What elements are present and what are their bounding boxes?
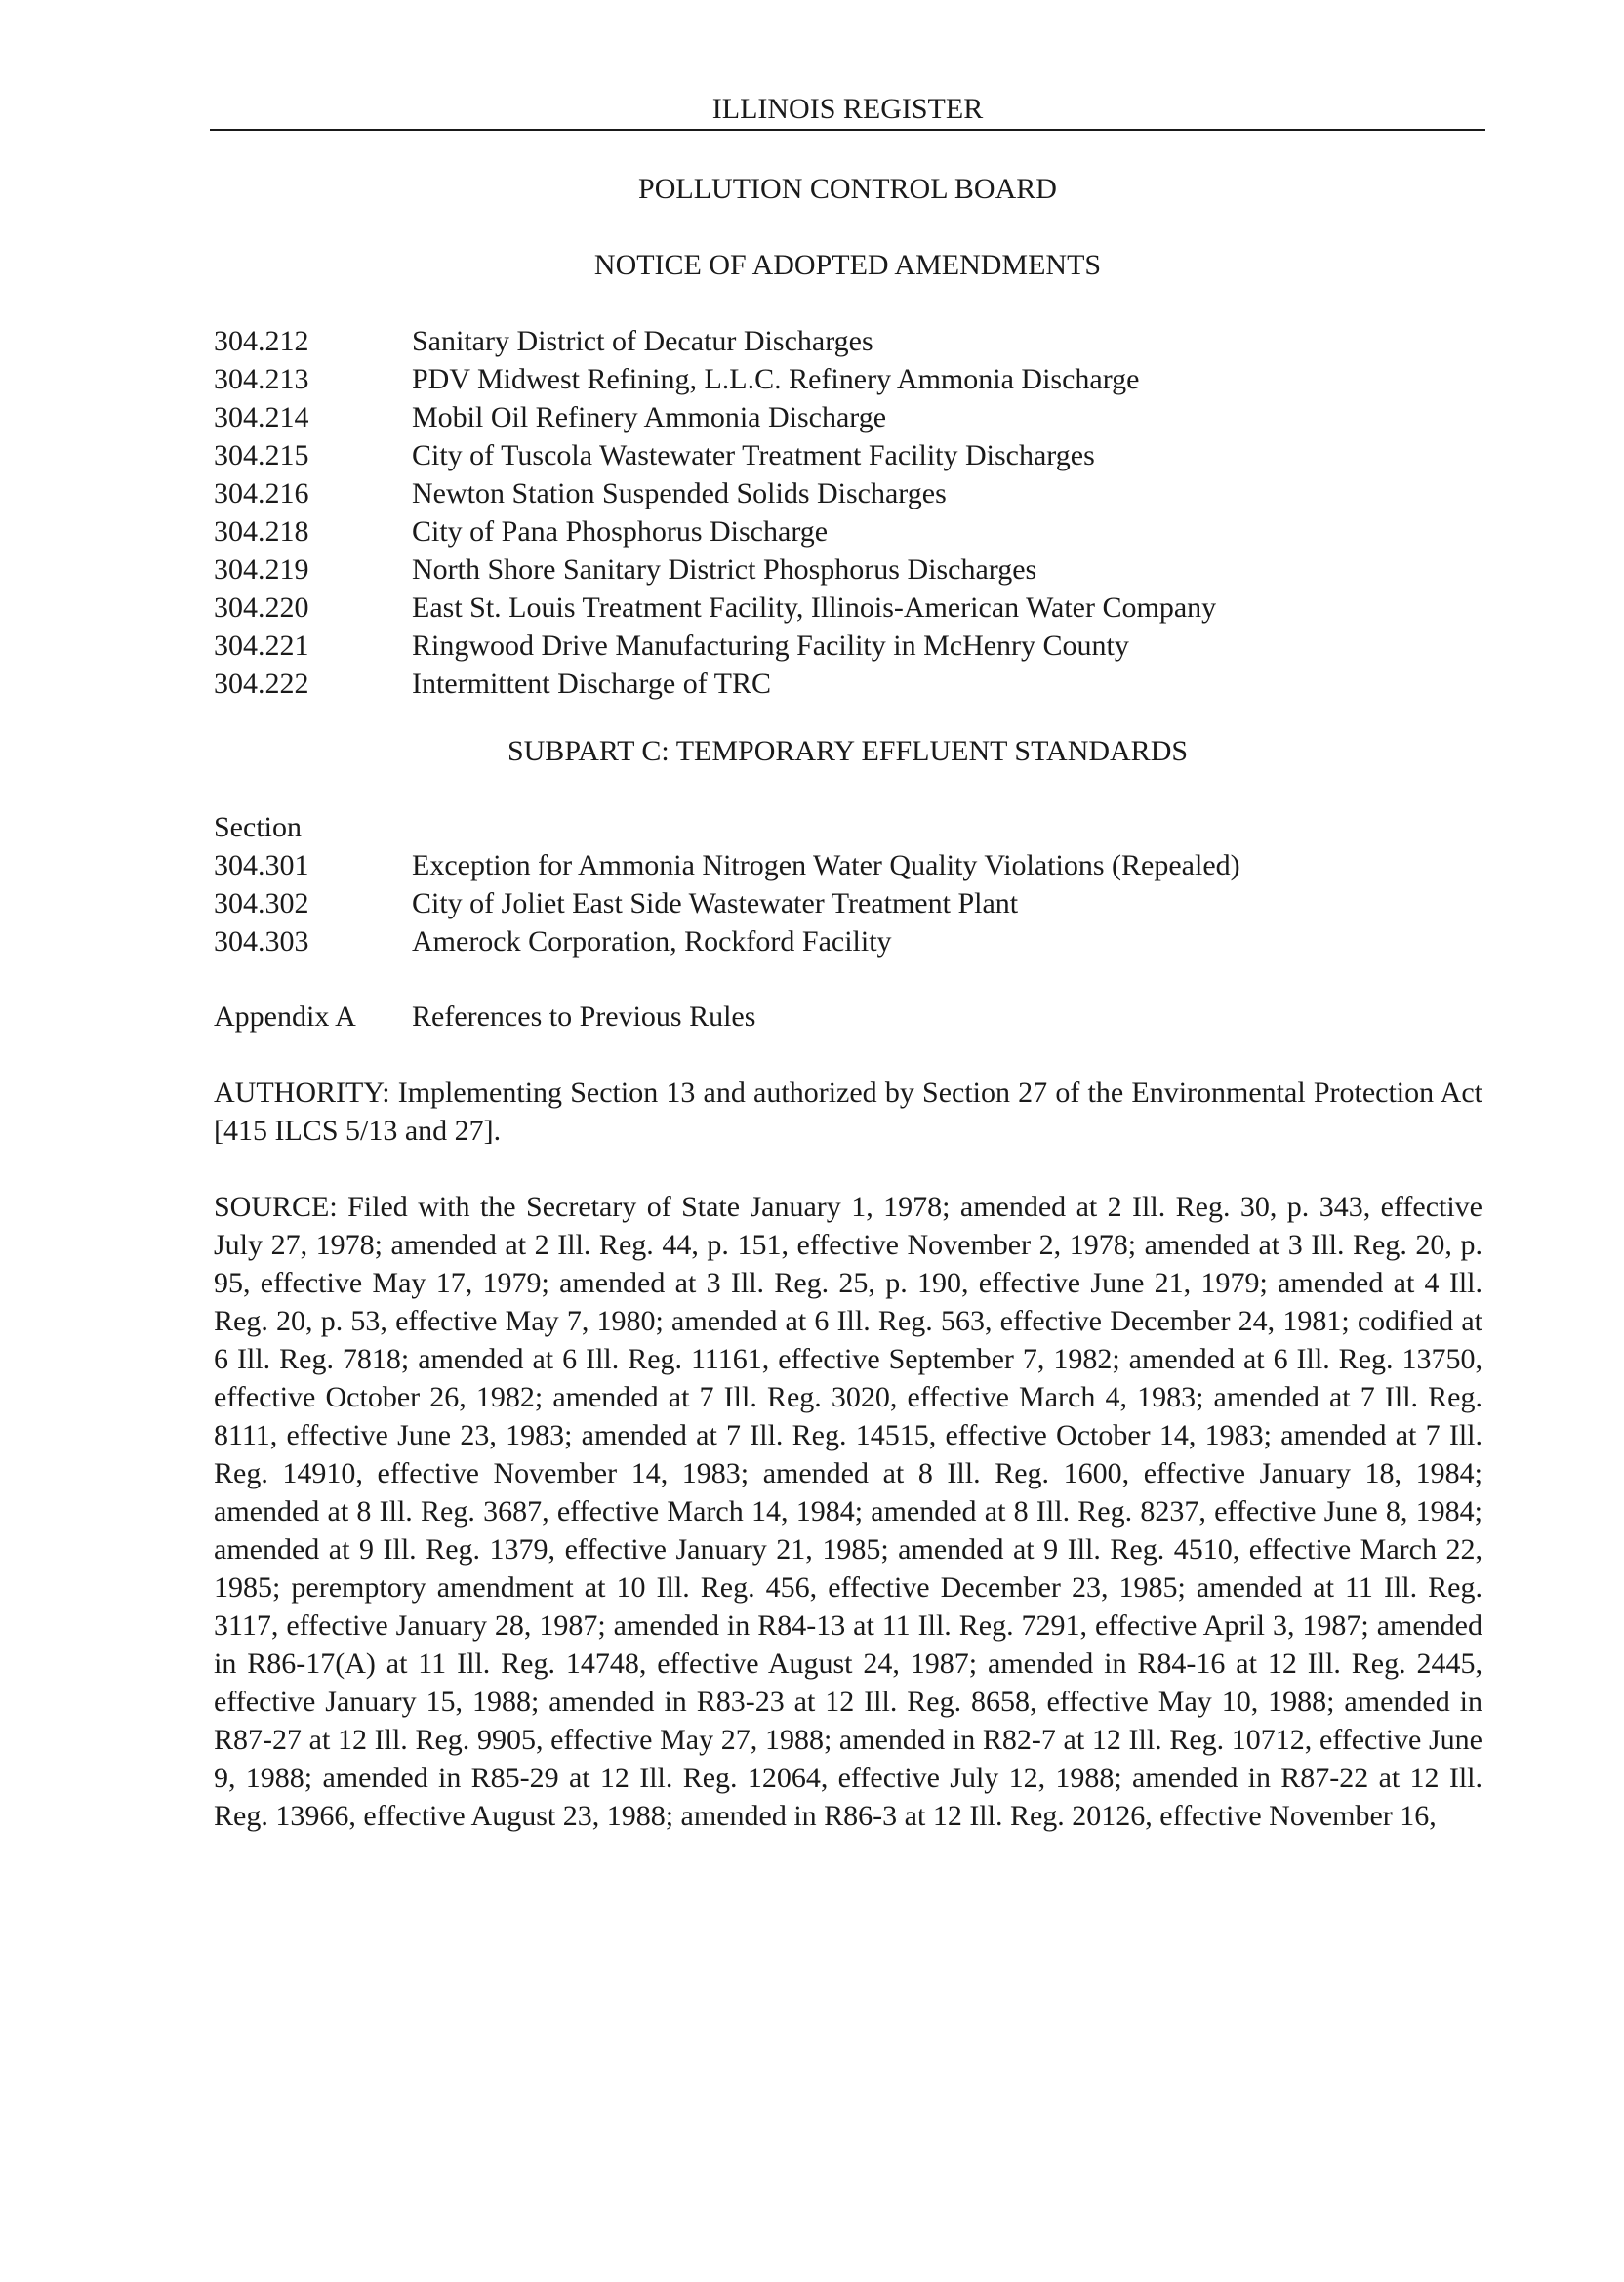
- toc-row: [214, 436, 1482, 474]
- register-title: ILLINOIS REGISTER: [711, 93, 984, 125]
- header-rule: [210, 129, 1485, 131]
- section-number: 304.303: [214, 925, 309, 958]
- section-title: City of Pana Phosphorus Discharge: [412, 515, 829, 548]
- section-title: PDV Midwest Refining, L.L.C. Refinery Ammonia Discharge: [412, 363, 1140, 395]
- section-number: 304.214: [214, 401, 309, 433]
- toc-row: [214, 550, 1482, 589]
- agency-name: POLLUTION CONTROL BOARD: [638, 173, 1057, 205]
- toc-row: [214, 589, 1482, 627]
- authority-paragraph: AUTHORITY: Implementing Section 13 and authorized by Section 27 of the Environmental Protection Act [415 ILCS 5/13 and 27].: [214, 1077, 1482, 1147]
- section-title: Sanitary District of Decatur Discharges: [412, 325, 873, 357]
- subpart-c-section-list: [214, 846, 1482, 960]
- section-number: 304.218: [214, 515, 309, 548]
- section-title: Amerock Corporation, Rockford Facility: [412, 925, 892, 958]
- toc-row: [214, 512, 1482, 550]
- section-title: Exception for Ammonia Nitrogen Water Quality Violations (Repealed): [412, 849, 1240, 881]
- toc-row: [214, 922, 1482, 960]
- section-number: 304.302: [214, 887, 309, 919]
- section-number: 304.216: [214, 477, 309, 509]
- section-title: North Shore Sanitary District Phosphorus Discharges: [412, 553, 1037, 586]
- section-number: 304.213: [214, 363, 309, 395]
- section-number: 304.212: [214, 325, 309, 357]
- toc-row: [214, 884, 1482, 922]
- section-title: Newton Station Suspended Solids Discharges: [412, 477, 947, 509]
- appendix-row: [214, 998, 1482, 1036]
- appendix-number: Appendix A: [214, 1000, 356, 1033]
- appendix-title: References to Previous Rules: [412, 1000, 756, 1033]
- section-number: 304.219: [214, 553, 309, 586]
- toc-row: [214, 665, 1482, 703]
- section-title: Mobil Oil Refinery Ammonia Discharge: [412, 401, 887, 433]
- section-title: East St. Louis Treatment Facility, Illinois-American Water Company: [412, 591, 1217, 624]
- section-number: 304.301: [214, 849, 309, 881]
- section-label: Section: [214, 811, 302, 843]
- toc-row: [214, 360, 1482, 398]
- toc-row: [214, 846, 1482, 884]
- source-paragraph: SOURCE: Filed with the Secretary of State January 1, 1978; amended at 2 Ill. Reg. 30, p. 343, effective July 27, 1978; amended at 2 Ill. Reg. 44, p. 151, effective November 2, 1978; amended at 3 Ill. Reg. 20, p. 95, effective May 17, 1979; amended at 3 Ill. Reg. 25, p. 190, effective June 21, 1979; amended at 4 Ill. Reg. 20, p. 53, effective May 7, 1980; amended at 6 Ill. Reg. 563, effective December 24, 1981; codified at 6 Ill. Reg. 7818; amended at 6 Ill. Reg. 11161, effective September 7, 1982; amended at 6 Ill. Reg. 13750, effective October 26, 1982; amended at 7 Ill. Reg. 3020, effective March 4, 1983; amended at 7 Ill. Reg. 8111, effective June 23, 1983; amended at 7 Ill. Reg. 14515, effective October 14, 1983; amended at 7 Ill. Reg. 14910, effective November 14, 1983; amended at 8 Ill. Reg. 1600, effective January 18, 1984; amended at 8 Ill. Reg. 3687, effective March 14, 1984; amended at 8 Ill. Reg. 8237, effective June 8, 1984; amended at 9 Ill. Reg. 1379, effective January 21, 1985; amended at 9 Ill. Reg. 4510, effective March 22, 1985; peremptory amendment at 10 Ill. Reg. 456, effective December 23, 1985; amended at 11 Ill. Reg. 3117, effective January 28, 1987; amended in R84-13 at 11 Ill. Reg. 7291, effective April 3, 1987; amended in R86-17(A) at 11 Ill. Reg. 14748, effective August 24, 1987; amended in R84-16 at 12 Ill. Reg. 2445, effective January 15, 1988; amended in R83-23 at 12 Ill. Reg. 8658, effective May 10, 1988; amended in R87-27 at 12 Ill. Reg. 9905, effective May 27, 1988; amended in R82-7 at 12 Ill. Reg. 10712, effective June 9, 1988; amended in R85-29 at 12 Ill. Reg. 12064, effective July 12, 1988; amended in R87-22 at 12 Ill. Reg. 13966, effective August 23, 1988; amended in R86-3 at 12 Ill. Reg. 20126, effective November 16,: [214, 1191, 1482, 1832]
- appendix-list: [214, 998, 1482, 1036]
- section-number: 304.221: [214, 630, 309, 662]
- section-title: Intermittent Discharge of TRC: [412, 668, 771, 700]
- toc-row: [214, 322, 1482, 360]
- section-title: City of Tuscola Wastewater Treatment Facility Discharges: [412, 439, 1095, 471]
- section-title: Ringwood Drive Manufacturing Facility in McHenry County: [412, 630, 1129, 662]
- subpart-c-heading: SUBPART C: TEMPORARY EFFLUENT STANDARDS: [507, 735, 1189, 767]
- section-number: 304.222: [214, 668, 309, 700]
- section-title: City of Joliet East Side Wastewater Treatment Plant: [412, 887, 1019, 919]
- section-number: 304.220: [214, 591, 309, 624]
- subpart-b-section-list: [214, 322, 1482, 703]
- section-number: 304.215: [214, 439, 309, 471]
- toc-row: [214, 474, 1482, 512]
- toc-row: [214, 398, 1482, 436]
- notice-heading: NOTICE OF ADOPTED AMENDMENTS: [593, 249, 1102, 281]
- toc-row: [214, 627, 1482, 665]
